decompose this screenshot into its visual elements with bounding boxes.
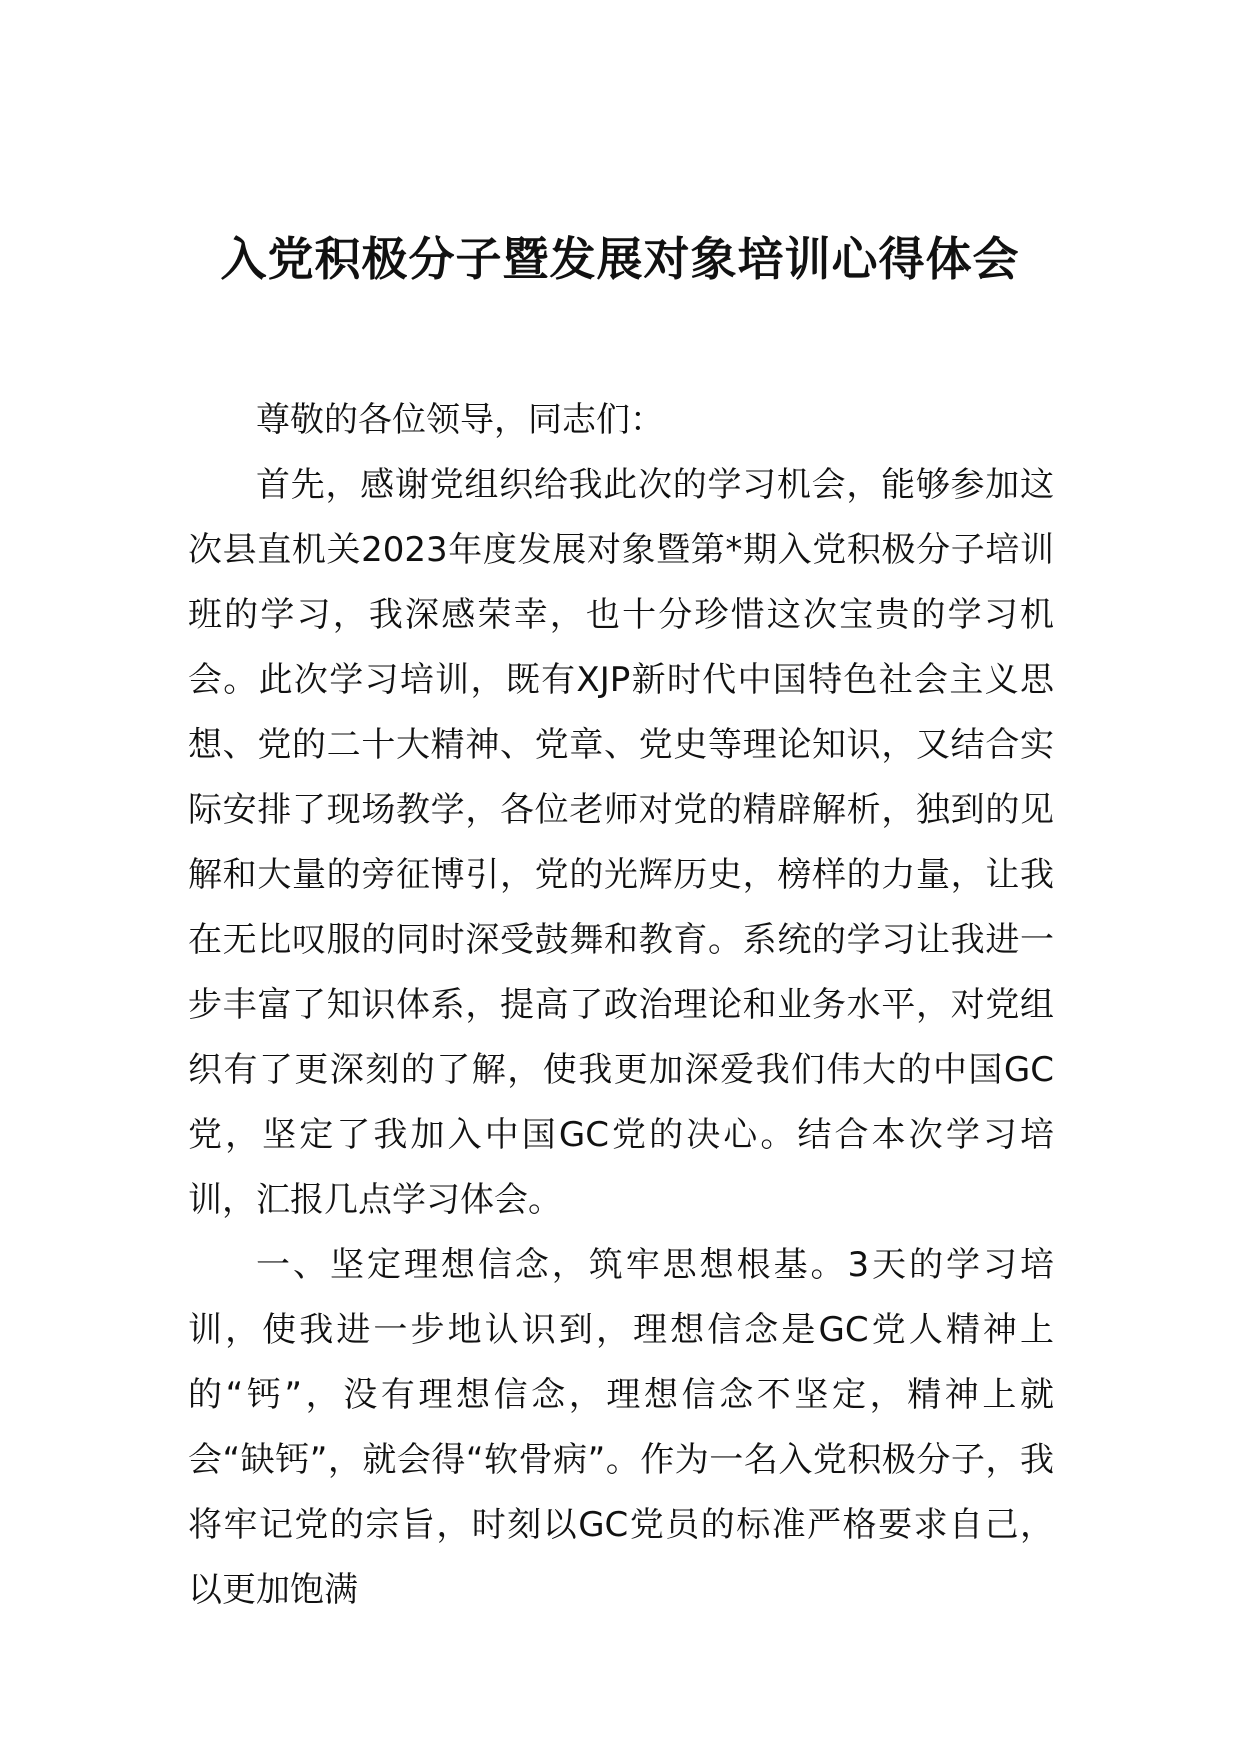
body-paragraph-intro: 首先，感谢党组织给我此次的学习机会，能够参加这次县直机关2023年度发展对象暨第*期入党积极分子培训班的学习，我深感荣幸，也十分珍惜这次宝贵的学习机会。此次学习培训，既有XJP新时代中国特色社会主义思想、党的二十大精神、党章、党史等理论知识，又结合实际安排了现场教学，各位老师对党的精辟解析，独到的见解和大量的旁征博引，党的光辉历史，榜样的力量，让我在无比叹服的同时深受鼓舞和教育。系统的学习让我进一步丰富了知识体系，提高了政治理论和业务水平，对党组织有了更深刻的了解，使我更加深爱我们伟大的中国GC党，坚定了我加入中国GC党的决心。结合本次学习培训，汇报几点学习体会。 (188, 465, 1054, 1220)
document-body (188, 388, 1054, 1623)
body-paragraph-section-1: 一、坚定理想信念，筑牢思想根基。3天的学习培训，使我进一步地认识到，理想信念是GC党人精神上的“钙”，没有理想信念，理想信念不坚定，精神上就会“缺钙”，就会得“软骨病”。作为一名入党积极分子，我将牢记党的宗旨，时刻以GC党员的标准严格要求自己，以更加饱满 (188, 1245, 1054, 1610)
salutation-paragraph: 尊敬的各位领导，同志们： (256, 400, 664, 440)
document-title: 入党积极分子暨发展对象培训心得体会 (220, 231, 1020, 286)
